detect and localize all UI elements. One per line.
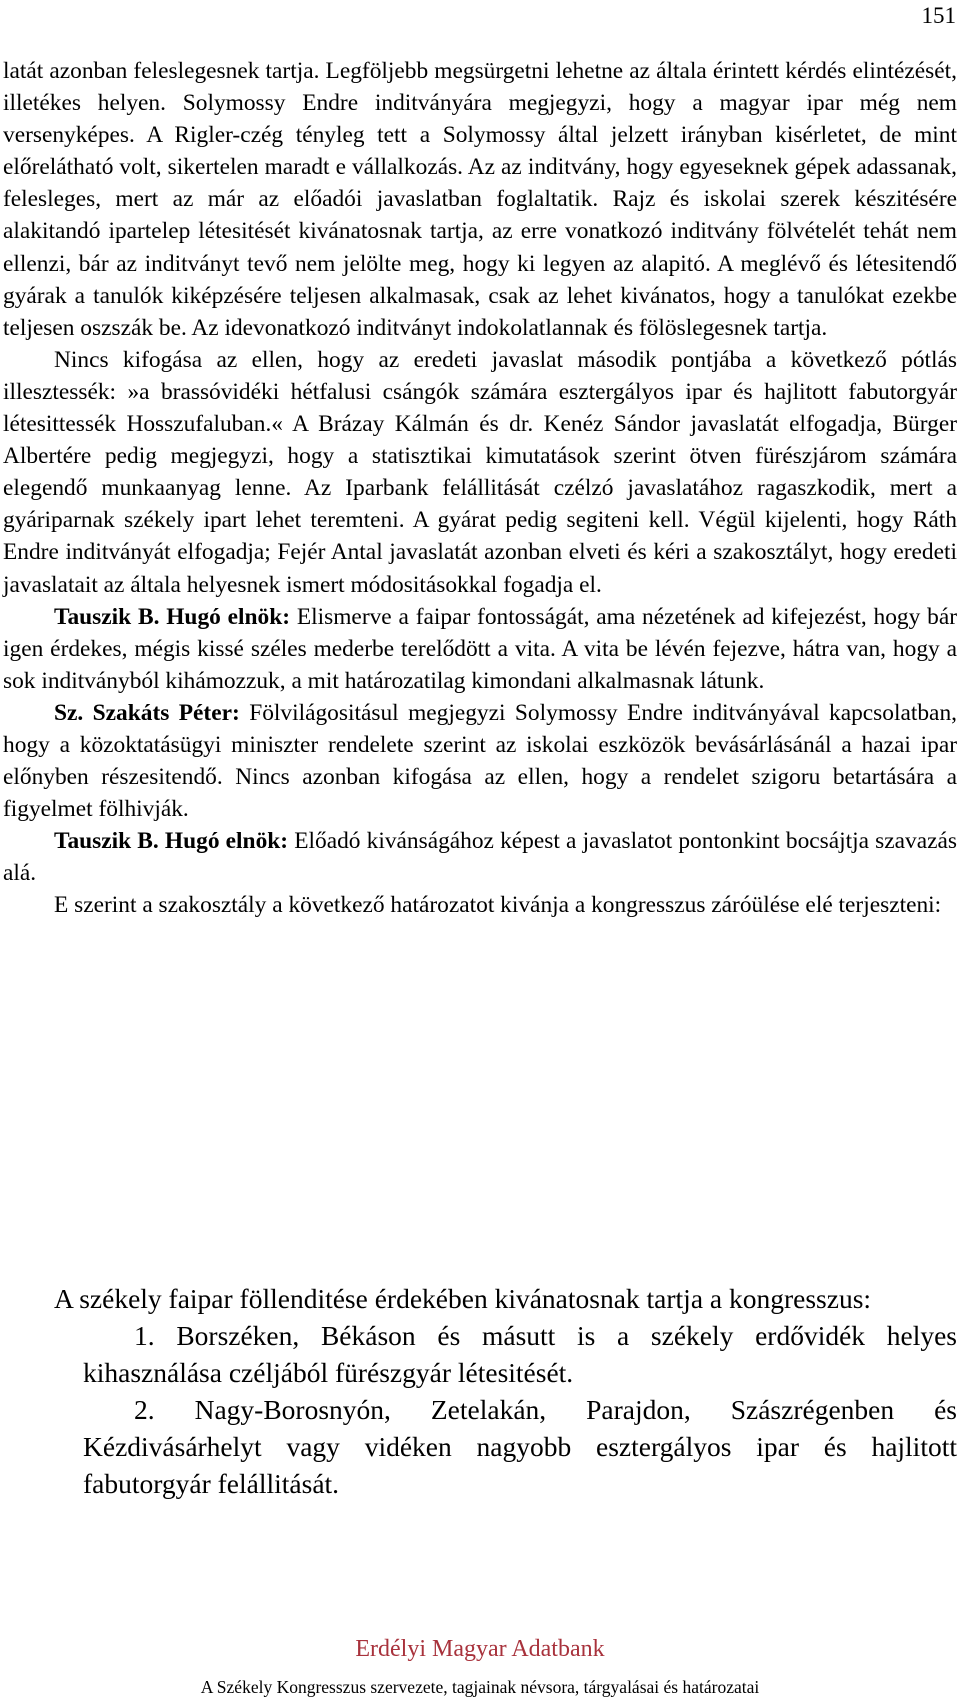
speaker-name: Sz. Szakáts Péter: xyxy=(54,699,240,726)
paragraph xyxy=(3,344,957,601)
speaker-name: Tauszik B. Hugó elnök: xyxy=(54,828,289,855)
paragraph-text: Előadó kivánságához képest a javaslatot pontonkint bocsájtja szavazás alá. xyxy=(3,828,957,887)
footer-title: Erdélyi Magyar Adatbank xyxy=(355,1636,605,1662)
resolution-item: 2. Nagy-Borosnyón, Zetelakán, Parajdon, Szászrégenben és Kézdivásárhelyt vagy vidéken nagyobb esztergályos ipar és hajlitott fabutorgyár felállitását. xyxy=(83,1394,957,1499)
paragraph xyxy=(3,825,957,889)
footer-subtitle: A Székely Kongresszus szervezete, tagjainak névsora, tárgyalásai és határozatai xyxy=(200,1677,760,1697)
paragraph xyxy=(3,889,957,921)
resolution-item: 1. Borszéken, Békáson és másutt is a székely erdővidék helyes kihasználása czéljából fürészgyár létesitését. xyxy=(83,1320,957,1388)
paragraph xyxy=(3,55,957,344)
paragraph-text: E szerint a szakosztály a következő határozatot kivánja a kongresszus záróülése elé terjeszteni: xyxy=(54,892,942,919)
paragraph xyxy=(3,601,957,697)
paragraph-text: latát azonban feleslegesnek tartja. Legföljebb megsürgetni lehetne az általa érintett kérdés elintézését, illetékes helyen. Solymossy Endre inditványára megjegyzi, hogy a magyar ipar még nem versenyképes. A Rigler-czég tényleg tett a Solymossy által jelzett irányban kisérletet, de mint előrelátható volt, sikertelen maradt e vállalkozás. Az az inditvány, hogy egyeseknek gépek adassanak, felesleges, mert az már az előadói javaslatban foglaltatik. Rajz és iskolai szerek készitésére alakitandó ipartelep létesitését kivánatosnak tartja, az erre vonatkozó inditvány fölvételét tehát nem ellenzi, bár az inditványt tevő nem jelölte meg, hogy ki legyen az alapitó. A meglévő és létesitendő gyárak a tanulók kiképzésére teljesen alkalmasak, csak az lehet kivánatos, hogy a tanulókat ezekbe teljesen oszszák be. Az idevonatkozó inditványt indokolatlannak és fölöslegesnek tartja. xyxy=(3,58,957,341)
page-number: 151 xyxy=(921,3,956,28)
paragraph xyxy=(3,697,957,825)
paragraph-text: Nincs kifogása az ellen, hogy az eredeti javaslat második pontjába a következő pótlás illesztessék: »a brassóvidéki hétfalusi csángók számára esztergályos ipar és hajlitott fabutorgyár létesittessék Hosszufaluban.« A Brázay Kálmán és dr. Kenéz Sándor javaslatát elfogadja, Bürger Albertére pedig megjegyzi, hogy a statisztikai kimutatások szerint ötven fürészjárom számára elegendő munkaanyag lenne. Az Iparbank felállitását czélzó javaslatához ragaszkodik, mert a gyáriparnak székely ipart lehet teremteni. A gyárat pedig segiteni kell. Végül kijelenti, hogy Ráth Endre inditványát elfogadja; Fejér Antal javaslatát azonban elveti és kéri a szakosztályt, hogy eredeti javaslatait az általa helyesnek ismert módositásokkal fogadja el. xyxy=(3,346,957,598)
resolution-block xyxy=(3,1280,957,1502)
resolution-intro: A székely faipar föllenditése érdekében kivánatosnak tartja a kongresszus: xyxy=(54,1283,872,1314)
document-body xyxy=(3,55,957,922)
speaker-name: Tauszik B. Hugó elnök: xyxy=(54,603,291,630)
paragraph-text: Fölvilágositásul megjegyzi Solymossy Endre inditványával kapcsolatban, hogy a közoktatásügyi miniszter rendelete szerint az iskolai eszközök bevásárlásánál a hazai ipar előnyben részesitendő. Nincs azonban kifogása az ellen, hogy a rendelet szigoru betartására a figyelmet fölhivják. xyxy=(3,699,957,823)
paragraph-text: Elismerve a faipar fontosságát, ama nézetének ad kifejezést, hogy bár igen érdekes, mégis kissé széles mederbe terelődött a vita. A vita be lévén fejezve, hátra van, hogy a sok inditványból kihámozzuk, a mit határozatilag kimondani alkalmasnak látunk. xyxy=(3,603,957,694)
